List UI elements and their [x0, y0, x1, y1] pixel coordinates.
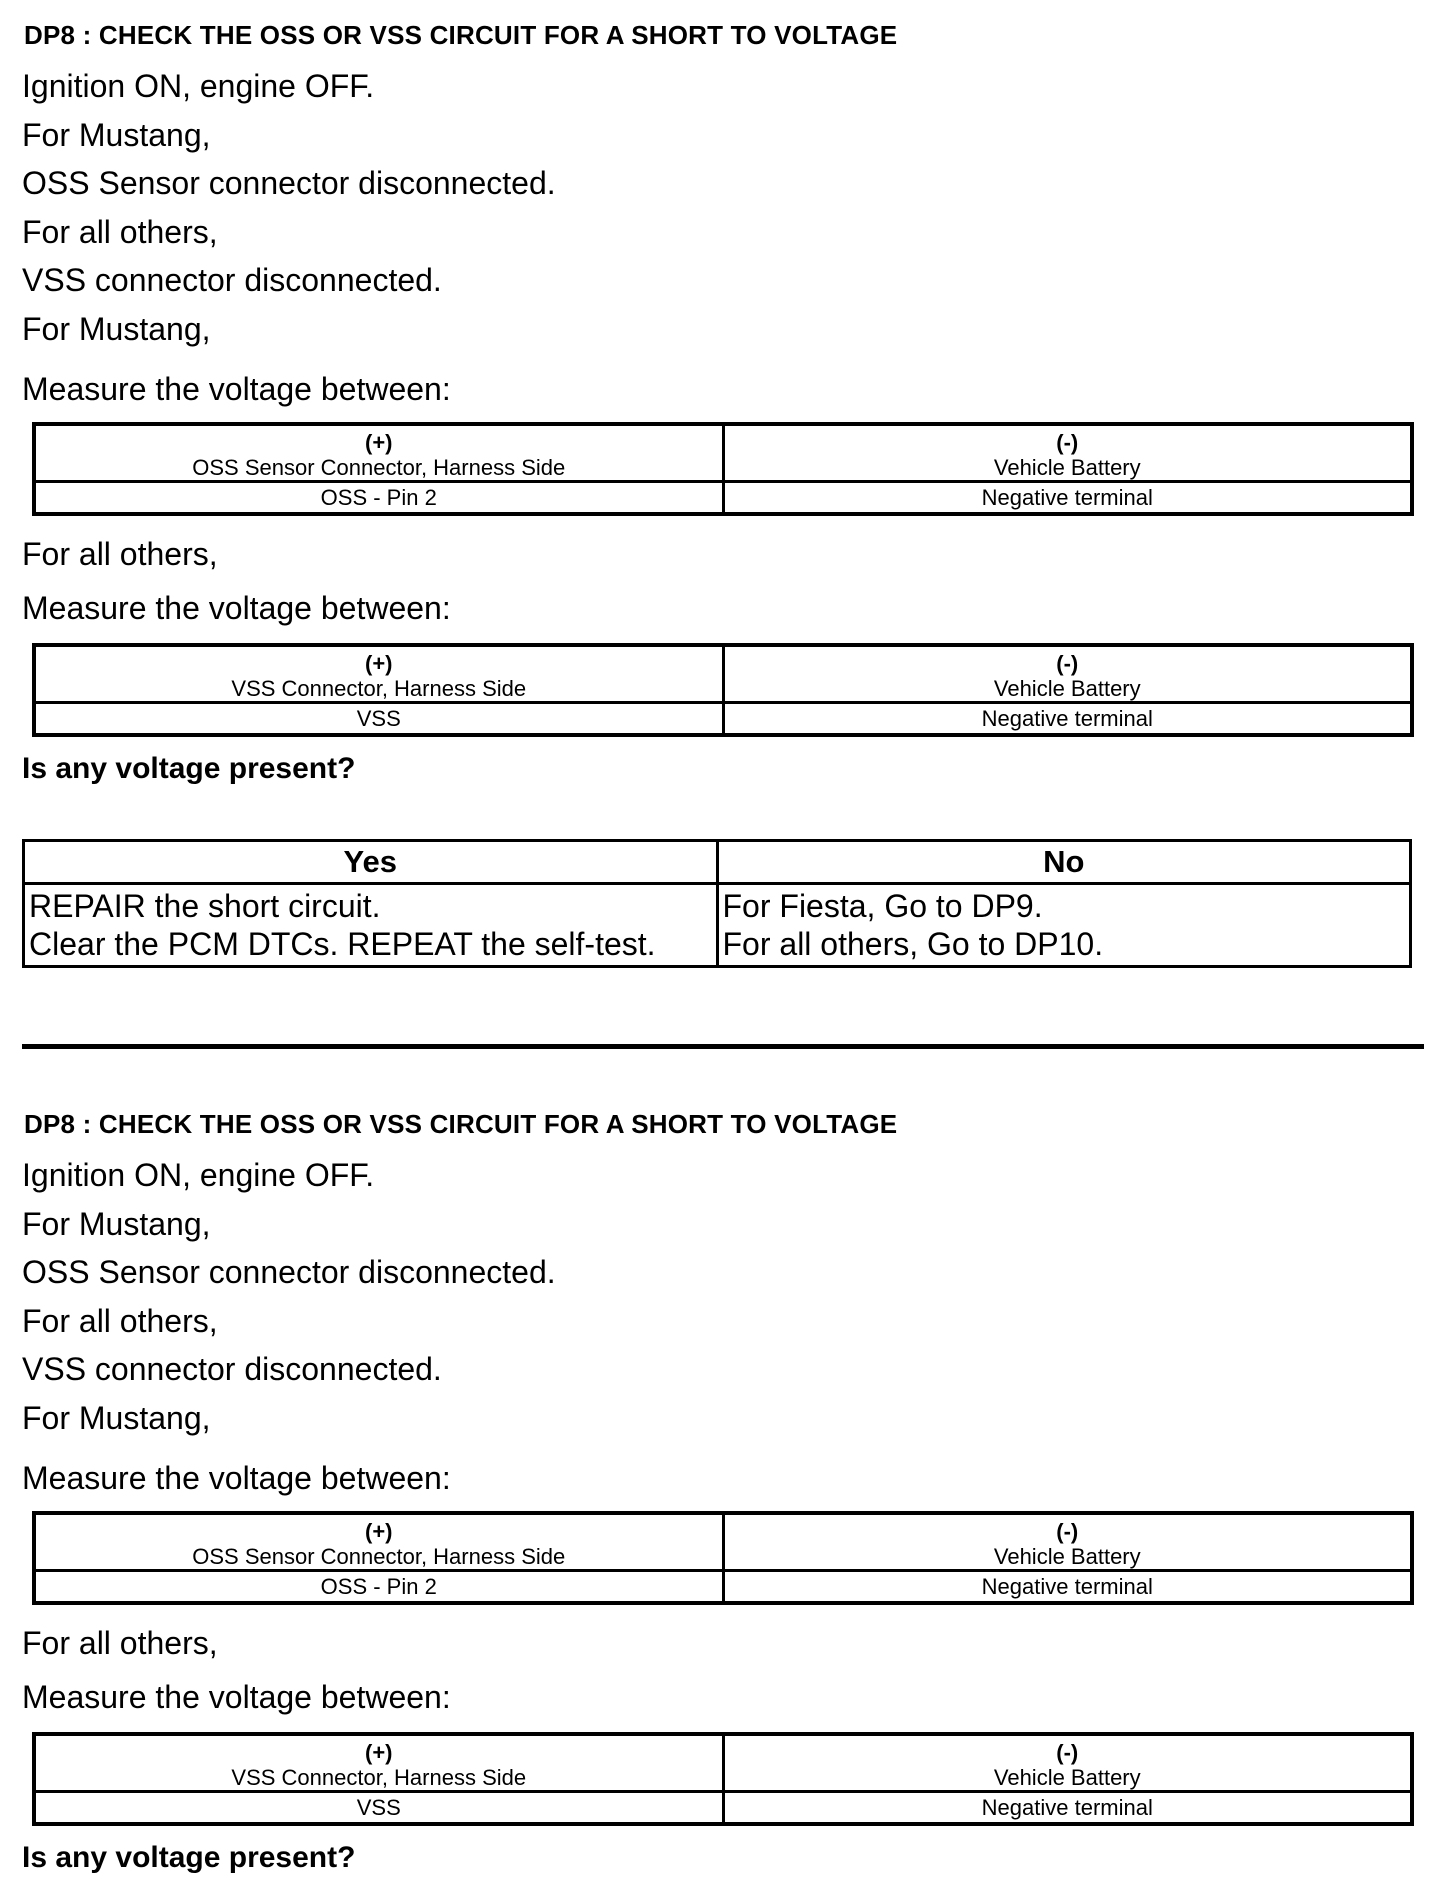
- minus-header-cell: [723, 424, 1412, 482]
- dp8-section-2: [22, 1103, 1422, 1882]
- plus-sign: (+): [365, 1739, 393, 1765]
- question: Is any voltage present?: [22, 1840, 356, 1874]
- no-action-cell: [717, 883, 1411, 966]
- minus-sign: (-): [1056, 1518, 1079, 1544]
- condition-line: For Mustang,: [22, 310, 211, 347]
- minus-label: Vehicle Battery: [993, 1543, 1141, 1569]
- plus-label: OSS Sensor Connector, Harness Side: [192, 1543, 566, 1569]
- minus-sign: (-): [1056, 1739, 1079, 1765]
- plus-header-cell: [34, 424, 723, 482]
- question: Is any voltage present?: [22, 751, 356, 785]
- minus-header-cell: [723, 1734, 1412, 1792]
- plus-label: VSS Connector, Harness Side: [231, 675, 527, 701]
- plus-header-cell: [34, 1513, 723, 1571]
- condition-line: VSS connector disconnected.: [22, 1351, 442, 1387]
- no-header: No: [717, 840, 1411, 883]
- plus-value-cell: VSS: [34, 1791, 723, 1824]
- minus-value-cell: Negative terminal: [723, 481, 1412, 514]
- measurement-table-vss: [32, 1732, 1414, 1826]
- condition-line: Ignition ON, engine OFF.: [22, 1157, 375, 1193]
- plus-value-cell: OSS - Pin 2: [34, 1570, 723, 1603]
- no-action-line: For all others, Go to DP10.: [722, 925, 1104, 962]
- plus-sign: (+): [365, 1518, 393, 1544]
- measure-label: Measure the voltage between:: [22, 590, 451, 626]
- minus-header-cell: [723, 1513, 1412, 1571]
- condition-line: For Mustang,: [22, 116, 211, 153]
- condition-line: For all others,: [22, 1624, 218, 1661]
- condition-line: For Mustang,: [22, 1205, 211, 1242]
- measurement-table-oss: [32, 422, 1414, 516]
- no-action-line: For Fiesta, Go to DP9.: [722, 887, 1043, 924]
- condition-line: OSS Sensor connector disconnected.: [22, 1254, 556, 1290]
- plus-header-cell: [34, 645, 723, 703]
- condition-line: For all others,: [22, 535, 218, 572]
- minus-header-cell: [723, 645, 1412, 703]
- yes-header: Yes: [24, 840, 718, 883]
- minus-value-cell: Negative terminal: [723, 702, 1412, 735]
- section-heading: DP8 : CHECK THE OSS OR VSS CIRCUIT FOR A SHORT TO VOLTAGE: [24, 20, 898, 50]
- minus-value-cell: Negative terminal: [723, 1791, 1412, 1824]
- condition-line: For Mustang,: [22, 1399, 211, 1436]
- measure-label: Measure the voltage between:: [22, 1679, 451, 1715]
- plus-header-cell: [34, 1734, 723, 1792]
- minus-label: Vehicle Battery: [993, 1764, 1141, 1790]
- plus-sign: (+): [365, 429, 393, 455]
- minus-label: Vehicle Battery: [993, 454, 1141, 480]
- section-heading: DP8 : CHECK THE OSS OR VSS CIRCUIT FOR A SHORT TO VOLTAGE: [24, 1109, 898, 1139]
- minus-sign: (-): [1056, 429, 1079, 455]
- minus-label: Vehicle Battery: [993, 675, 1141, 701]
- dp8-section-1: [22, 14, 1422, 968]
- condition-line: OSS Sensor connector disconnected.: [22, 165, 556, 201]
- yes-action-line: REPAIR the short circuit.: [29, 887, 381, 924]
- plus-sign: (+): [365, 650, 393, 676]
- plus-label: VSS Connector, Harness Side: [231, 1764, 527, 1790]
- plus-label: OSS Sensor Connector, Harness Side: [192, 454, 566, 480]
- measure-label: Measure the voltage between:: [22, 371, 451, 407]
- section-divider: [22, 1044, 1424, 1049]
- minus-sign: (-): [1056, 650, 1079, 676]
- yes-action-cell: [24, 883, 718, 966]
- measurement-table-vss: [32, 643, 1414, 737]
- plus-value-cell: VSS: [34, 702, 723, 735]
- plus-value-cell: OSS - Pin 2: [34, 481, 723, 514]
- condition-line: For all others,: [22, 1302, 218, 1339]
- minus-value-cell: Negative terminal: [723, 1570, 1412, 1603]
- measure-label: Measure the voltage between:: [22, 1460, 451, 1496]
- condition-line: For all others,: [22, 213, 218, 250]
- measurement-table-oss: [32, 1511, 1414, 1605]
- decision-table: [22, 839, 1412, 968]
- condition-line: VSS connector disconnected.: [22, 262, 442, 298]
- condition-line: Ignition ON, engine OFF.: [22, 68, 375, 104]
- yes-action-line: Clear the PCM DTCs. REPEAT the self-test.: [29, 925, 656, 962]
